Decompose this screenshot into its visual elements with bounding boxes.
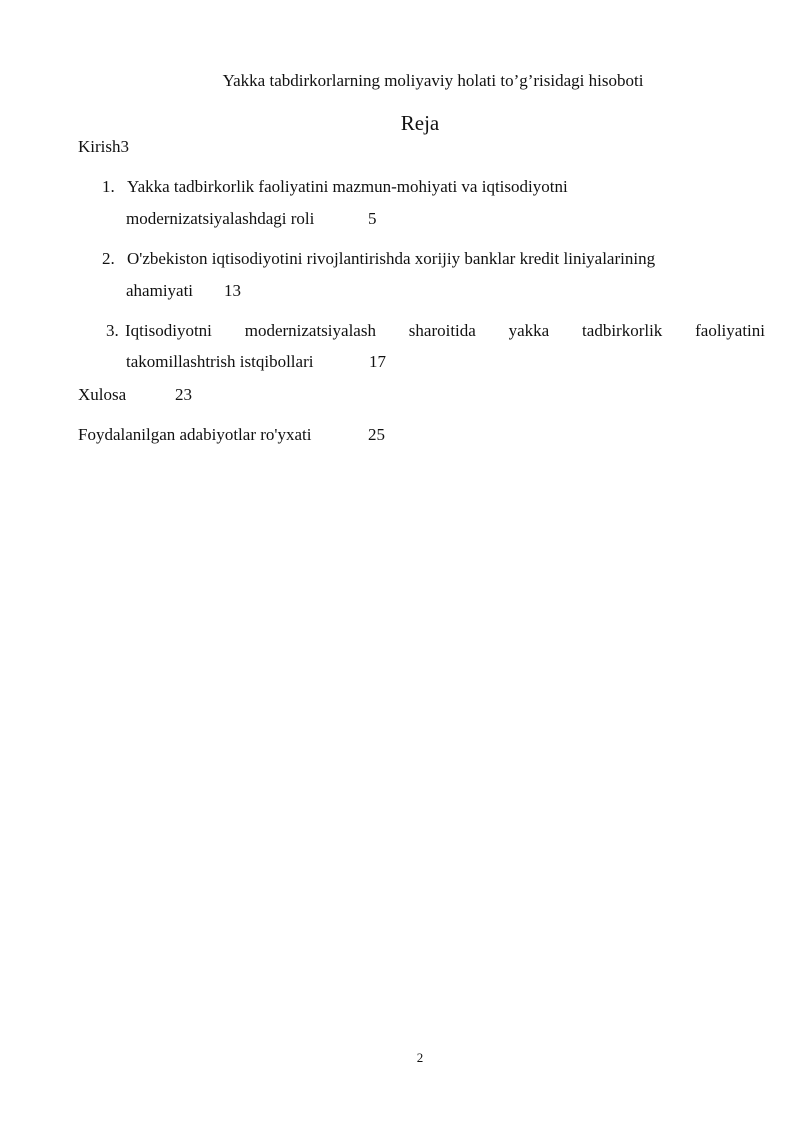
toc-item-2-page: 13 xyxy=(224,281,241,300)
toc-item-3-word: faoliyatini xyxy=(695,321,765,340)
toc-item-2-number: 2. xyxy=(102,249,115,268)
toc-item-1-line2: modernizatsiyalashdagi roli xyxy=(126,209,315,228)
document-title: Yakka tabdirkorlarning moliyaviy holati to’g’risidagi hisoboti xyxy=(222,71,644,90)
toc-conclusion-label: Xulosa xyxy=(78,385,127,404)
toc-item-1-line1: Yakka tadbirkorlik faoliyatini mazmun-mohiyati va iqtisodiyotni xyxy=(127,177,568,196)
toc-item-3-word: modernizatsiyalash xyxy=(244,321,376,340)
toc-item-3-page: 17 xyxy=(369,352,386,371)
toc-intro xyxy=(78,137,129,157)
toc-item-3-word: tadbirkorlik xyxy=(582,321,663,340)
toc-item-3-word: Iqtisodiyotni xyxy=(125,321,212,340)
toc-item-3-number: 3. xyxy=(106,321,119,340)
toc-item-2-line2: ahamiyati xyxy=(126,281,194,300)
plan-heading: Reja xyxy=(400,111,440,135)
toc-conclusion-page: 23 xyxy=(175,385,192,404)
toc-item-3-line1 xyxy=(125,321,765,341)
toc-item-3-word: yakka xyxy=(508,321,550,340)
toc-item-1-page: 5 xyxy=(368,209,377,228)
toc-item-3-line2: takomillashtrish istqibollari xyxy=(126,352,314,371)
toc-references-page: 25 xyxy=(368,425,385,444)
page-number: 2 xyxy=(416,1050,424,1065)
toc-references-label: Foydalanilgan adabiyotlar ro'yxati xyxy=(78,425,312,444)
toc-item-3-word: sharoitida xyxy=(408,321,476,340)
toc-item-2-line1: O'zbekiston iqtisodiyotini rivojlantirishda xorijiy banklar kredit liniyalarining xyxy=(127,249,656,268)
toc-item-1-number: 1. xyxy=(102,177,115,196)
toc-intro-label: Kirish xyxy=(78,137,121,156)
toc-intro-page: 3 xyxy=(120,137,129,156)
